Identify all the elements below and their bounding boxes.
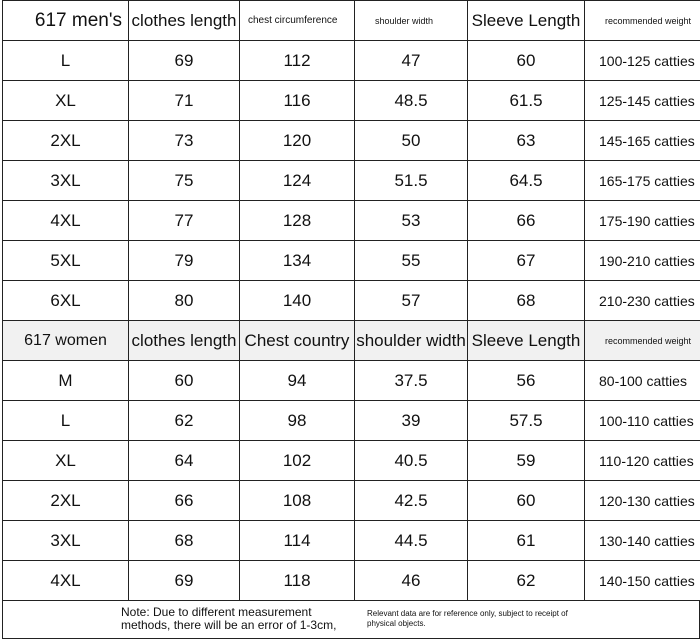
size-cell: 4XL — [3, 201, 129, 241]
column-header: chest circumference — [240, 1, 355, 41]
column-header: shoulder width — [355, 1, 468, 41]
size-cell: 3XL — [3, 521, 129, 561]
value-cell: 68 — [129, 521, 240, 561]
value-cell: 140-150 catties — [585, 561, 700, 601]
value-cell: 68 — [468, 281, 585, 321]
value-cell: 56 — [468, 361, 585, 401]
table-row — [3, 441, 700, 481]
value-cell: 165-175 catties — [585, 161, 700, 201]
value-cell: 77 — [129, 201, 240, 241]
value-cell: 62 — [468, 561, 585, 601]
note-side: Relevant data are for reference only, subject to receipt of physical objects. — [367, 609, 568, 628]
value-cell: 124 — [240, 161, 355, 201]
value-cell: 118 — [240, 561, 355, 601]
value-cell: 120-130 catties — [585, 481, 700, 521]
table-row — [3, 361, 700, 401]
size-chart — [2, 0, 700, 601]
value-cell: 44.5 — [355, 521, 468, 561]
value-cell: 73 — [129, 121, 240, 161]
value-cell: 110-120 catties — [585, 441, 700, 481]
table-row — [3, 121, 700, 161]
value-cell: 210-230 catties — [585, 281, 700, 321]
value-cell: 80-100 catties — [585, 361, 700, 401]
value-cell: 102 — [240, 441, 355, 481]
table-row — [3, 401, 700, 441]
value-cell: 116 — [240, 81, 355, 121]
size-cell: L — [3, 401, 129, 441]
value-cell: 175-190 catties — [585, 201, 700, 241]
value-cell: 66 — [129, 481, 240, 521]
value-cell: 53 — [355, 201, 468, 241]
value-cell: 60 — [129, 361, 240, 401]
value-cell: 46 — [355, 561, 468, 601]
value-cell: 62 — [129, 401, 240, 441]
value-cell: 114 — [240, 521, 355, 561]
value-cell: 75 — [129, 161, 240, 201]
column-header: recommended weight — [585, 321, 700, 361]
value-cell: 112 — [240, 41, 355, 81]
value-cell: 60 — [468, 41, 585, 81]
value-cell: 40.5 — [355, 441, 468, 481]
size-cell: 2XL — [3, 481, 129, 521]
value-cell: 120 — [240, 121, 355, 161]
value-cell: 69 — [129, 561, 240, 601]
value-cell: 128 — [240, 201, 355, 241]
size-cell: 3XL — [3, 161, 129, 201]
size-cell: 5XL — [3, 241, 129, 281]
value-cell: 61.5 — [468, 81, 585, 121]
column-header: 617 men's — [3, 1, 129, 41]
value-cell: 50 — [355, 121, 468, 161]
value-cell: 69 — [129, 41, 240, 81]
value-cell: 59 — [468, 441, 585, 481]
column-header: recommended weight — [585, 1, 700, 41]
value-cell: 100-110 catties — [585, 401, 700, 441]
value-cell: 63 — [468, 121, 585, 161]
table-row — [3, 521, 700, 561]
value-cell: 48.5 — [355, 81, 468, 121]
value-cell: 98 — [240, 401, 355, 441]
table-row — [3, 81, 700, 121]
men-header-row — [3, 1, 700, 41]
value-cell: 51.5 — [355, 161, 468, 201]
value-cell: 100-125 catties — [585, 41, 700, 81]
note-row — [2, 600, 700, 639]
value-cell: 134 — [240, 241, 355, 281]
value-cell: 80 — [129, 281, 240, 321]
value-cell: 71 — [129, 81, 240, 121]
value-cell: 108 — [240, 481, 355, 521]
value-cell: 42.5 — [355, 481, 468, 521]
size-cell: 2XL — [3, 121, 129, 161]
size-cell: XL — [3, 81, 129, 121]
value-cell: 145-165 catties — [585, 121, 700, 161]
size-cell: XL — [3, 441, 129, 481]
column-header: shoulder width — [355, 321, 468, 361]
column-header: clothes length — [129, 1, 240, 41]
value-cell: 66 — [468, 201, 585, 241]
column-header: Chest country — [240, 321, 355, 361]
note-main: Note: Due to different measurement methods, there will be an error of 1-3cm, — [121, 605, 337, 632]
table-row — [3, 481, 700, 521]
column-header: Sleeve Length — [468, 1, 585, 41]
value-cell: 61 — [468, 521, 585, 561]
table-row — [3, 201, 700, 241]
value-cell: 125-145 catties — [585, 81, 700, 121]
table-row — [3, 561, 700, 601]
column-header: 617 women — [3, 321, 129, 361]
table-row — [3, 281, 700, 321]
value-cell: 60 — [468, 481, 585, 521]
value-cell: 79 — [129, 241, 240, 281]
value-cell: 140 — [240, 281, 355, 321]
size-cell: 4XL — [3, 561, 129, 601]
value-cell: 57.5 — [468, 401, 585, 441]
value-cell: 55 — [355, 241, 468, 281]
value-cell: 64.5 — [468, 161, 585, 201]
table-row — [3, 161, 700, 201]
column-header: Sleeve Length — [468, 321, 585, 361]
value-cell: 67 — [468, 241, 585, 281]
table-row — [3, 41, 700, 81]
value-cell: 57 — [355, 281, 468, 321]
table-row — [3, 241, 700, 281]
value-cell: 190-210 catties — [585, 241, 700, 281]
size-cell: L — [3, 41, 129, 81]
size-cell: M — [3, 361, 129, 401]
value-cell: 94 — [240, 361, 355, 401]
women-header-row — [3, 321, 700, 361]
value-cell: 130-140 catties — [585, 521, 700, 561]
value-cell: 39 — [355, 401, 468, 441]
value-cell: 37.5 — [355, 361, 468, 401]
value-cell: 64 — [129, 441, 240, 481]
column-header: clothes length — [129, 321, 240, 361]
size-cell: 6XL — [3, 281, 129, 321]
value-cell: 47 — [355, 41, 468, 81]
